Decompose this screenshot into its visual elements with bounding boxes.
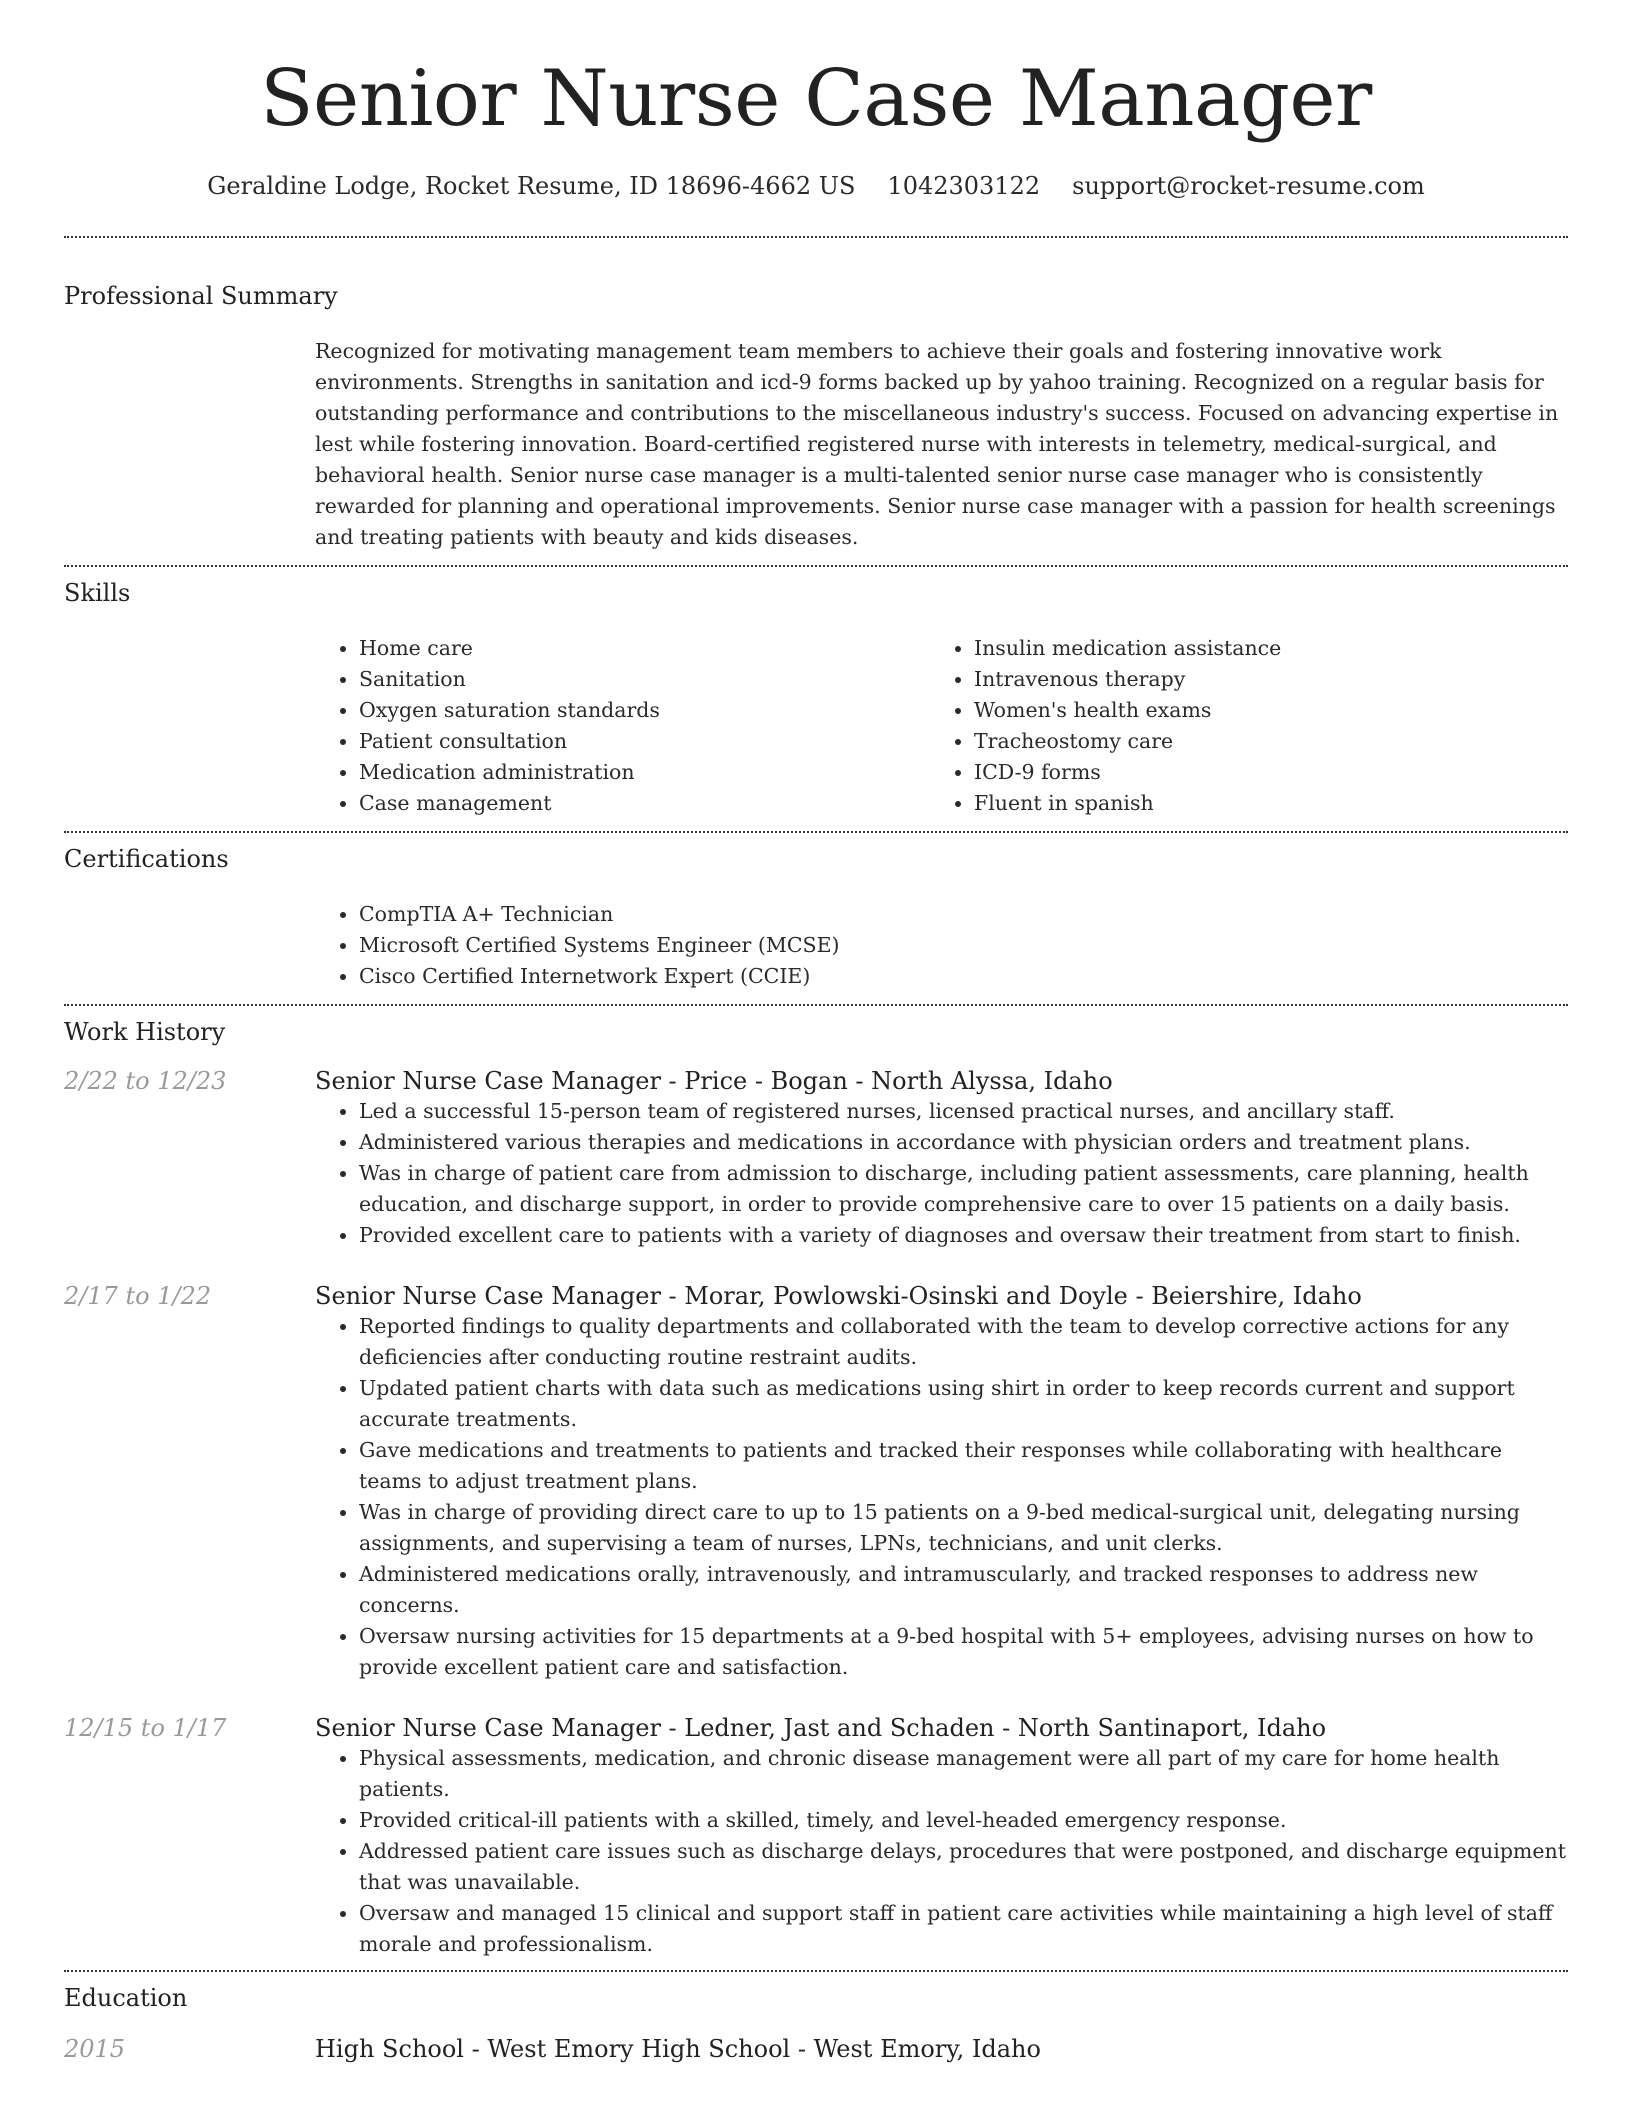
summary-text: Recognized for motivating management team members to achieve their goals and fostering innovative work environments. Strengths in sanitation and icd-9 forms backed up by yahoo training. Recognized on a regular basis for outstanding performance and contributions to the miscellaneous industry's success. Focused on advancing expertise in lest while fostering innovation. Board-certified registered nurse with interests in telemetry, medical-surgical, and behavioral health. Senior nurse case manager is a multi-talented senior nurse case manager who is consistently rewarded for planning and operational improvements. Senior nurse case manager with a passion for health screenings and treating patients with beauty and kids diseases. xyxy=(315,339,1559,549)
skill-item: • Home care xyxy=(359,633,930,664)
job-bullet: • Provided critical-ill patients with a skilled, timely, and level-headed emergency response. xyxy=(359,1805,1568,1836)
certification-item: • Cisco Certified Internetwork Expert (CCIE) xyxy=(359,961,1568,992)
education-date: 2015 xyxy=(64,2035,126,2063)
job-date: 2/22 to 12/23 xyxy=(64,1067,227,1095)
education-entry xyxy=(64,2030,1568,2064)
certifications-list xyxy=(315,899,1568,992)
job-bullet: • Administered various therapies and medications in accordance with physician orders and treatment plans. xyxy=(359,1127,1568,1158)
skill-item: • Patient consultation xyxy=(359,726,930,757)
certification-item: • CompTIA A+ Technician xyxy=(359,899,1568,930)
education-title: High School - West Emory High School - West Emory, Idaho xyxy=(315,2035,1041,2063)
job-bullet: • Was in charge of patient care from admission to discharge, including patient assessments, care planning, health education, and discharge support, in order to provide comprehensive care to over 15 patients on a daily basis. xyxy=(359,1158,1568,1220)
skill-item: • Intravenous therapy xyxy=(974,664,1530,695)
skill-item: • Fluent in spanish xyxy=(974,788,1530,819)
certifications-list-wrap xyxy=(315,899,1568,992)
job-title: Senior Nurse Case Manager - Ledner, Jast and Schaden - North Santinaport, Idaho xyxy=(315,1714,1327,1742)
job-bullet: • Led a successful 15-person team of registered nurses, licensed practical nurses, and ancillary staff. xyxy=(359,1096,1568,1127)
job-bullet: • Provided excellent care to patients with a variety of diagnoses and oversaw their treatment from start to finish. xyxy=(359,1220,1568,1251)
summary-heading: Professional Summary xyxy=(64,282,338,310)
job-entry xyxy=(64,1062,1568,1251)
jobs-list xyxy=(64,1062,1568,1960)
skill-item: • Tracheostomy care xyxy=(974,726,1530,757)
job-bullet: • Reported findings to quality departments and collaborated with the team to develop corrective actions for any deficiencies after conducting routine restraint audits. xyxy=(359,1311,1568,1373)
job-bullet: • Oversaw and managed 15 clinical and support staff in patient care activities while maintaining a high level of staff morale and professionalism. xyxy=(359,1898,1568,1960)
skill-item: • Medication administration xyxy=(359,757,930,788)
contact-phone: 1042303122 xyxy=(887,172,1041,200)
job-title: Senior Nurse Case Manager - Morar, Powlowski-Osinski and Doyle - Beiershire, Idaho xyxy=(315,1282,1362,1310)
skills-list-left xyxy=(315,633,930,819)
job-bullet: • Addressed patient care issues such as discharge delays, procedures that were postponed, and discharge equipment that was unavailable. xyxy=(359,1836,1568,1898)
job-bullets xyxy=(315,1743,1568,1960)
skill-item: • Sanitation xyxy=(359,664,930,695)
skills-list-right xyxy=(930,633,1530,819)
job-entry xyxy=(64,1709,1568,1960)
certifications-heading: Certifications xyxy=(64,845,229,873)
skill-item: • ICD-9 forms xyxy=(974,757,1530,788)
job-bullets xyxy=(315,1096,1568,1251)
education-section xyxy=(64,1972,1568,2064)
job-bullet: • Gave medications and treatments to patients and tracked their responses while collaborating with healthcare teams to adjust treatment plans. xyxy=(359,1435,1568,1497)
job-bullet: • Was in charge of providing direct care to up to 15 patients on a 9-bed medical-surgical unit, delegating nursing assignments, and supervising a team of nurses, LPNs, technicians, and unit clerks. xyxy=(359,1497,1568,1559)
contact-email: support@rocket-resume.com xyxy=(1072,172,1425,200)
skills-section xyxy=(64,567,1568,819)
skill-item: • Women's health exams xyxy=(974,695,1530,726)
skills-heading: Skills xyxy=(64,579,131,607)
skill-item: • Insulin medication assistance xyxy=(974,633,1530,664)
job-bullet: • Administered medications orally, intravenously, and intramuscularly, and tracked responses to address new concerns. xyxy=(359,1559,1568,1621)
page-title: Senior Nurse Case Manager xyxy=(260,54,1372,144)
skill-item: • Case management xyxy=(359,788,930,819)
education-heading: Education xyxy=(64,1984,188,2012)
skill-item: • Oxygen saturation standards xyxy=(359,695,930,726)
job-bullet: • Oversaw nursing activities for 15 departments at a 9-bed hospital with 5+ employees, advising nurses on how to provide excellent patient care and satisfaction. xyxy=(359,1621,1568,1683)
skills-grid xyxy=(315,633,1568,819)
job-title: Senior Nurse Case Manager - Price - Bogan - North Alyssa, Idaho xyxy=(315,1067,1113,1095)
summary-section xyxy=(64,238,1568,553)
work-history-heading: Work History xyxy=(64,1018,226,1046)
job-bullet: • Updated patient charts with data such as medications using shirt in order to keep records current and support accurate treatments. xyxy=(359,1373,1568,1435)
contact-address: Geraldine Lodge, Rocket Resume, ID 18696-4662 US xyxy=(207,172,856,200)
contact-line xyxy=(64,172,1568,200)
job-bullets xyxy=(315,1311,1568,1683)
certifications-section xyxy=(64,833,1568,992)
job-bullet: • Physical assessments, medication, and chronic disease management were all part of my care for home health patients. xyxy=(359,1743,1568,1805)
job-date: 12/15 to 1/17 xyxy=(64,1714,227,1742)
job-entry xyxy=(64,1277,1568,1683)
certification-item: • Microsoft Certified Systems Engineer (MCSE) xyxy=(359,930,1568,961)
work-history-section xyxy=(64,1006,1568,1960)
job-date: 2/17 to 1/22 xyxy=(64,1282,212,1310)
